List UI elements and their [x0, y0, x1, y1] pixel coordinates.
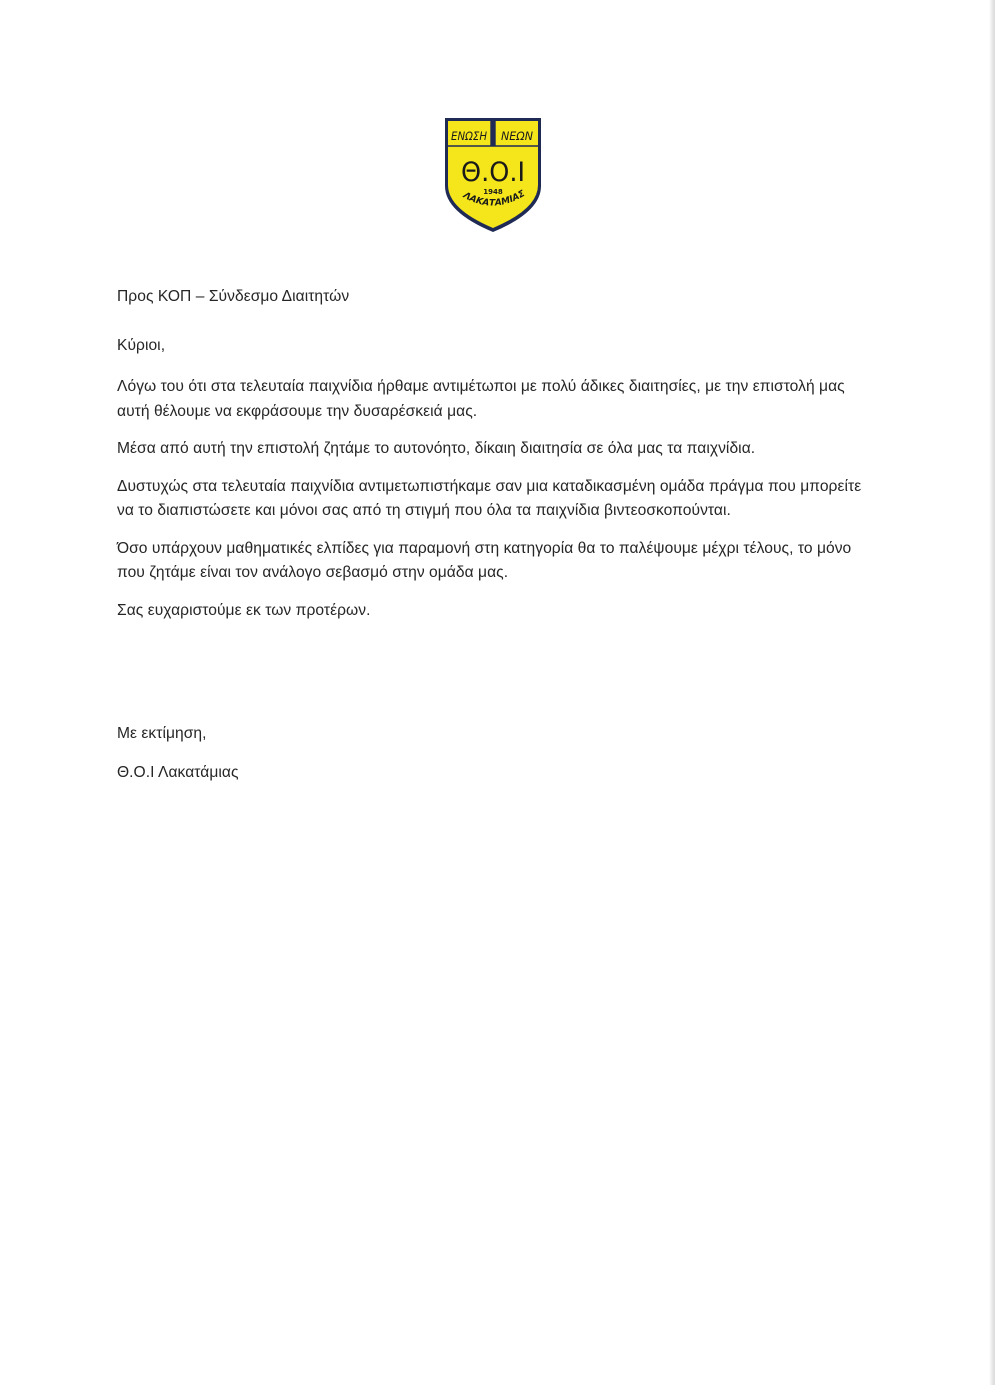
- letter-paragraph-2: Μέσα από αυτή την επιστολή ζητάμε το αυτονόητο, δίκαιη διαιτησία σε όλα μας τα παιχνίδια.: [117, 440, 756, 457]
- letter-paragraph-1: Λόγω του ότι στα τελευταία παιχνίδια ήρθαμε αντιμέτωποι με πολύ άδικες διαιτησίες, με την επιστολή μας αυτή θέλουμε να εκφράσουμε την δυσαρέσκειά μας.: [117, 378, 845, 420]
- closing-spacer: [117, 636, 877, 722]
- crest-bottom-text: ΛΑΚΑΤΑΜΙΑΣ: [461, 188, 527, 209]
- letter-paragraph-4: Όσο υπάρχουν μαθηματικές ελπίδες για παραμονή στη κατηγορία θα το παλέψουμε μέχρι τέλους, το μόνο που ζητάμε είναι τον ανάλογο σεβασμό στην ομάδα μας.: [117, 539, 852, 581]
- letter-addressee: Προς ΚΟΠ – Σύνδεσμο Διαιτητών: [117, 288, 350, 305]
- letter-paragraph-3: Δυστυχώς στα τελευταία παιχνίδια αντιμετωπιστήκαμε σαν μια καταδικασμένη ομάδα πράγμα που μπορείτε να το διαπιστώσετε και μόνοι σας από τη στιγμή που όλα τα παιχνίδια βιντεοσκοπούνται.: [117, 477, 862, 519]
- club-crest-svg: [443, 116, 543, 234]
- letter-signature: Θ.Ο.Ι Λακατάμιας: [117, 763, 239, 781]
- club-crest-logo: [443, 116, 543, 234]
- page-edge-shadow: [989, 0, 995, 1385]
- letter-paragraph-5: Σας ευχαριστούμε εκ των προτέρων.: [117, 601, 371, 619]
- crest-year-text: 1948: [483, 188, 503, 196]
- crest-top-right-text: ΝΕΩΝ: [501, 129, 534, 143]
- letter-body: [117, 285, 877, 785]
- crest-main-text: Θ.Ο.Ι: [461, 157, 525, 188]
- letter-salutation: Κύριοι,: [117, 336, 166, 354]
- letter-closing: Με εκτίμηση,: [117, 725, 207, 742]
- crest-top-left-text: ΕΝΩΣΗ: [451, 129, 488, 143]
